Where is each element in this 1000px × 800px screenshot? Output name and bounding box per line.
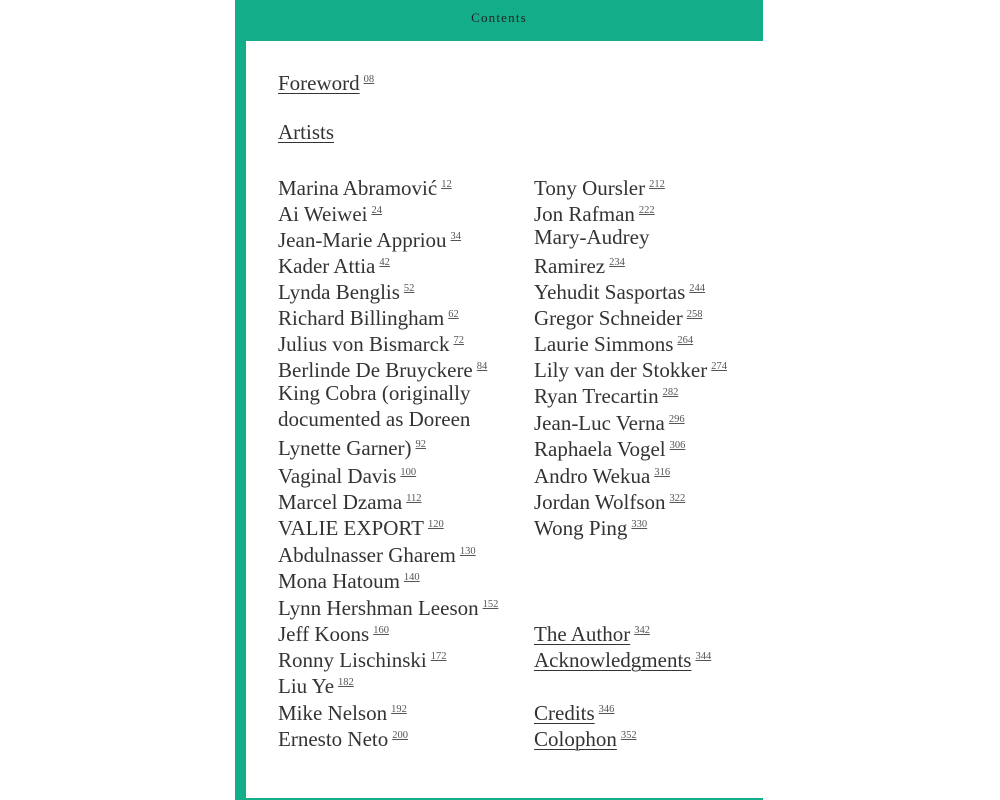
toc-the-author[interactable]: The Author $^{342}$ (534, 621, 650, 646)
header-title: Contents (471, 10, 527, 25)
toc-entry[interactable]: Vaginal Davis $^{100}$ (278, 463, 417, 488)
toc-entry[interactable]: Laurie Simmons $^{264}$ (534, 331, 694, 356)
toc-artists-heading[interactable]: Artists (278, 120, 335, 144)
toc-entry[interactable]: Mike Nelson $^{192}$ (278, 700, 407, 725)
contents-frame (235, 0, 763, 800)
toc-colophon[interactable]: Colophon $^{352}$ (534, 726, 637, 751)
toc-entry[interactable]: Yehudit Sasportas $^{244}$ (534, 279, 706, 304)
toc-entry[interactable]: King Cobra (originally documented as Doreen Lynette Garner) $^{92}$ (278, 381, 471, 460)
contents-sheet (246, 41, 763, 798)
toc-entry[interactable]: Jordan Wolfson $^{322}$ (534, 489, 686, 514)
toc-acknowledgments[interactable]: Acknowledgments $^{344}$ (534, 647, 712, 672)
toc-entry[interactable]: Julius von Bismarck $^{72}$ (278, 331, 464, 356)
toc-entry[interactable]: Jeff Koons $^{160}$ (278, 621, 389, 646)
toc-entry[interactable]: Kader Attia $^{42}$ (278, 253, 390, 278)
toc-entry[interactable]: VALIE EXPORT $^{120}$ (278, 515, 444, 540)
toc-entry[interactable]: Jean-Marie Appriou $^{34}$ (278, 227, 462, 252)
toc-entry[interactable]: Marcel Dzama $^{112}$ (278, 489, 422, 514)
toc-entry[interactable]: Raphaela Vogel $^{306}$ (534, 436, 686, 461)
toc-entry[interactable]: Lily van der Stokker $^{274}$ (534, 357, 727, 382)
toc-entry[interactable]: Lynn Hershman Leeson $^{152}$ (278, 595, 499, 620)
toc-entry[interactable]: Mona Hatoum $^{140}$ (278, 568, 420, 593)
toc-entry[interactable]: Wong Ping $^{330}$ (534, 515, 648, 540)
toc-entry[interactable]: Liu Ye $^{182}$ (278, 673, 354, 698)
toc-entry[interactable]: Marina Abramović $^{12}$ (278, 175, 452, 200)
toc-entry[interactable]: Gregor Schneider $^{258}$ (534, 305, 703, 330)
toc-entry[interactable]: Ronny Lischinski $^{172}$ (278, 647, 447, 672)
toc-entry[interactable]: Jon Rafman $^{222}$ (534, 201, 655, 226)
toc-entry[interactable]: Berlinde De Bruyckere $^{84}$ (278, 357, 488, 382)
toc-entry[interactable]: Ai Weiwei $^{24}$ (278, 201, 382, 226)
toc-foreword[interactable]: Foreword $^{08}$ (278, 70, 375, 95)
toc-entry[interactable]: Richard Billingham $^{62}$ (278, 305, 459, 330)
toc-entry[interactable]: Lynda Benglis $^{52}$ (278, 279, 415, 304)
toc-entry[interactable]: Andro Wekua $^{316}$ (534, 463, 671, 488)
toc-entry[interactable]: Mary-Audrey Ramirez $^{234}$ (534, 225, 650, 278)
toc-credits[interactable]: Credits $^{346}$ (534, 700, 615, 725)
toc-entry[interactable]: Tony Oursler $^{212}$ (534, 175, 665, 200)
toc-entry[interactable]: Ernesto Neto $^{200}$ (278, 726, 408, 751)
toc-entry[interactable]: Jean-Luc Verna $^{296}$ (534, 410, 685, 435)
toc-entry[interactable]: Abdulnasser Gharem $^{130}$ (278, 542, 476, 567)
toc-entry[interactable]: Ryan Trecartin $^{282}$ (534, 383, 679, 408)
